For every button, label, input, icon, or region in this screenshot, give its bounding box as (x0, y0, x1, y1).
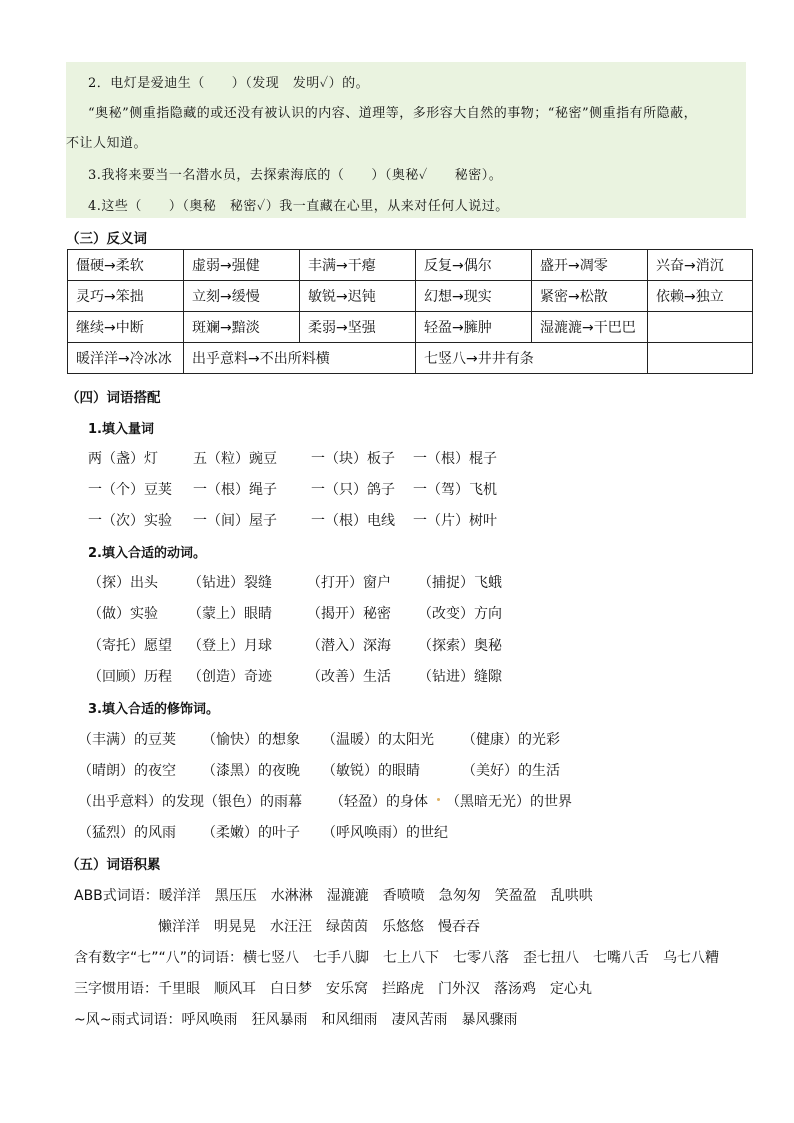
table-cell: 轻盈→臃肿 (416, 312, 532, 343)
list-item: 黑压压 (214, 888, 257, 904)
list-item: 暖洋洋 (158, 888, 201, 904)
sub-title-measure-words: 1.填入量词 (88, 422, 154, 437)
list-item: 一（根）电线 (311, 513, 395, 529)
table-row (68, 312, 753, 343)
list-item: （晴朗）的夜空 (78, 763, 176, 779)
sub-title-modifiers: 3.填入合适的修饰词。 (88, 702, 219, 717)
list-item: （捕捉）飞蛾 (418, 575, 502, 591)
list-item: （美好）的生活 (462, 763, 560, 779)
table-cell: 敏锐→迟钝 (300, 281, 416, 312)
list-item: （钻进）缝隙 (418, 669, 502, 685)
table-cell: 七竖八→井井有条 (416, 343, 648, 374)
list-item: （潜入）深海 (307, 638, 391, 654)
list-item: 七嘴八舌 (593, 950, 650, 966)
wind-rain-label: ~风~雨式词语： (74, 1012, 182, 1028)
list-item: （出乎意料）的发现（银色）的雨幕 (78, 794, 302, 810)
list-item: 香喷喷 (382, 888, 425, 904)
table-cell: 幻想→现实 (416, 281, 532, 312)
abb-words-row-2 (158, 916, 494, 936)
list-item: 一（块）板子 (311, 451, 395, 467)
antonym-table (67, 249, 753, 374)
table-cell: 虚弱→强健 (184, 250, 300, 281)
list-item: （愉快）的想象 (202, 732, 300, 748)
table-cell: 兴奋→消沉 (648, 250, 753, 281)
table-cell: 湿漉漉→干巴巴 (532, 312, 648, 343)
list-item: （蒙上）眼睛 (188, 606, 272, 622)
list-item: 呼风唤雨 (181, 1012, 238, 1028)
number-words-row (74, 947, 733, 967)
list-item: 五（粒）豌豆 (193, 451, 277, 467)
list-item: （温暖）的太阳光 (322, 732, 434, 748)
list-item: 一（间）屋子 (193, 513, 277, 529)
table-cell: 柔弱→坚强 (300, 312, 416, 343)
idiom-words-row (74, 978, 606, 998)
list-item: 乱哄哄 (550, 888, 593, 904)
list-item: 七上八下 (383, 950, 440, 966)
list-item: （揭开）秘密 (307, 606, 391, 622)
table-cell: 紧密→松散 (532, 281, 648, 312)
list-item: （呼风唤雨）的世纪 (322, 825, 448, 841)
table-row (68, 281, 753, 312)
list-item: （探索）奥秘 (418, 638, 502, 654)
list-item: 水汪汪 (270, 919, 312, 935)
list-item: 和风细雨 (321, 1012, 378, 1028)
list-item: （登上）月球 (188, 638, 272, 654)
question-4: 4.这些（ ）（奥秘 秘密✓）我一直藏在心里，从来对任何人说过。 (88, 199, 509, 214)
list-item: （漆黑）的夜晚 (202, 763, 300, 779)
table-cell: 斑斓→黯淡 (184, 312, 300, 343)
question-3: 3.我将来要当一名潜水员，去探索海底的（ ）（奥秘✓ 秘密）。 (88, 168, 503, 183)
list-item: （创造）奇迹 (188, 669, 272, 685)
table-cell: 反复→偶尔 (416, 250, 532, 281)
list-item: 歪七扭八 (523, 950, 580, 966)
list-item: （回顾）历程 (88, 669, 172, 685)
abb-label: ABB式词语： (74, 888, 159, 904)
section-title-antonyms: （三）反义词 (66, 231, 147, 247)
section-title-accumulation: （五）词语积累 (66, 857, 161, 873)
list-item: （改变）方向 (418, 606, 502, 622)
list-item: 横七竖八 (243, 950, 300, 966)
list-item: 白日梦 (270, 981, 312, 997)
list-item: 一（只）鸽子 (311, 482, 395, 498)
list-item: 安乐窝 (326, 981, 368, 997)
wind-rain-words-row (74, 1009, 531, 1029)
explanation-line: “奥秘”侧重指隐藏的或还没有被认识的内容、道理等，多形容大自然的事物；“秘密”侧重指有所隐蔽， (88, 106, 698, 121)
list-item: 门外汉 (438, 981, 480, 997)
list-item: 顺风耳 (214, 981, 256, 997)
table-cell: 盛开→凋零 (532, 250, 648, 281)
list-item: 千里眼 (158, 981, 200, 997)
list-item: 一（根）绳子 (193, 482, 277, 498)
list-item: 一（次）实验 (88, 513, 172, 529)
list-item: 狂风暴雨 (251, 1012, 308, 1028)
idiom-label: 三字惯用语： (74, 981, 158, 997)
list-item: 水淋淋 (270, 888, 313, 904)
table-cell: 暖洋洋→冷冰冰 (68, 343, 184, 374)
table-cell: 灵巧→笨拙 (68, 281, 184, 312)
list-item: 一（驾）飞机 (413, 482, 497, 498)
table-cell: 继续→中断 (68, 312, 184, 343)
list-item: 定心丸 (550, 981, 592, 997)
list-item: （黑暗无光）的世界 (446, 794, 572, 810)
table-cell: 依赖→独立 (648, 281, 753, 312)
stray-mark (437, 798, 440, 801)
list-item: 七零八落 (453, 950, 510, 966)
list-item: （柔嫩）的叶子 (202, 825, 300, 841)
table-row (68, 343, 753, 374)
list-item: 乌七八糟 (663, 950, 720, 966)
list-item: （钻进）裂缝 (188, 575, 272, 591)
list-item: 一（片）树叶 (413, 513, 497, 529)
list-item: 两（盏）灯 (88, 451, 158, 467)
list-item: 绿茵茵 (326, 919, 368, 935)
list-item: （探）出头 (88, 575, 158, 591)
list-item: （寄托）愿望 (88, 638, 172, 654)
list-item: 落汤鸡 (494, 981, 536, 997)
number-label: 含有数字“七”“八”的词语： (74, 950, 244, 966)
list-item: （改善）生活 (307, 669, 391, 685)
list-item: 拦路虎 (382, 981, 424, 997)
abb-words-row (74, 885, 607, 905)
section-title-collocation: （四）词语搭配 (66, 390, 161, 406)
list-item: 暴风骤雨 (461, 1012, 518, 1028)
list-item: 笑盈盈 (494, 888, 537, 904)
list-item: 急匆匆 (438, 888, 481, 904)
table-cell: 立刻→缓慢 (184, 281, 300, 312)
table-cell: 出乎意料→不出所料横 (184, 343, 416, 374)
list-item: 慢吞吞 (438, 919, 480, 935)
list-item: 懒洋洋 (158, 919, 200, 935)
sub-title-verbs: 2.填入合适的动词。 (88, 546, 206, 561)
list-item: （打开）窗户 (307, 575, 391, 591)
table-cell: 丰满→干瘪 (300, 250, 416, 281)
question-2: 2．电灯是爱迪生（ ）（发现 发明✓）的。 (88, 76, 370, 91)
list-item: 七手八脚 (313, 950, 370, 966)
list-item: 湿漉漉 (326, 888, 369, 904)
list-item: （丰满）的豆荚 (78, 732, 176, 748)
list-item: （敏锐）的眼睛 (322, 763, 420, 779)
list-item: 明晃晃 (214, 919, 256, 935)
list-item: 一（个）豆荚 (88, 482, 172, 498)
list-item: （轻盈）的身体 (330, 794, 428, 810)
table-row (68, 250, 753, 281)
list-item: （做）实验 (88, 606, 158, 622)
table-cell (648, 343, 753, 374)
list-item: （猛烈）的风雨 (78, 825, 176, 841)
list-item: （健康）的光彩 (462, 732, 560, 748)
list-item: 乐悠悠 (382, 919, 424, 935)
list-item: 凄风苦雨 (391, 1012, 448, 1028)
explanation-line-cont: 不让人知道。 (66, 136, 148, 151)
list-item: 一（根）棍子 (413, 451, 497, 467)
table-cell: 僵硬→柔软 (68, 250, 184, 281)
table-cell (648, 312, 753, 343)
